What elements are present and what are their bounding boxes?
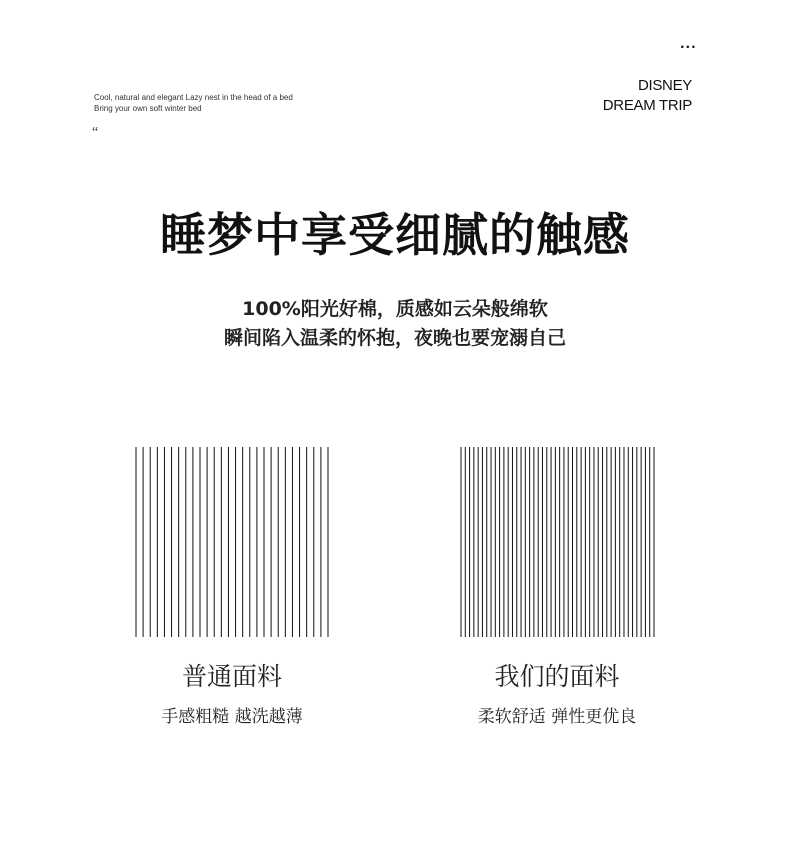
brand-line-2: DREAM TRIP: [602, 97, 692, 114]
tagline: [94, 92, 293, 114]
subtitle-line-1: 100%阳光好棉，质感如云朵般绵软: [242, 298, 548, 320]
subtitle-line-2: 瞬间陷入温柔的怀抱，夜晚也要宠溺自己: [223, 327, 566, 349]
our-fabric-title: 我们的面料: [494, 662, 620, 691]
tagline-line-2: Bring your own soft winter bed: [94, 104, 202, 113]
our-fabric-description: 柔软舒适 弹性更优良: [477, 707, 637, 727]
our-fabric-texture: [460, 447, 655, 637]
ordinary-fabric-title: 普通面料: [181, 662, 282, 691]
ordinary-fabric-lines: [135, 447, 329, 637]
brand-line-1: DISNEY: [637, 77, 692, 94]
our-fabric-lines: [460, 447, 655, 637]
brand-logo: [603, 76, 692, 116]
page-title: 睡梦中享受细腻的触感: [160, 208, 630, 262]
more-options-icon[interactable]: ...: [680, 37, 697, 51]
tagline-line-1: Cool, natural and elegant Lazy nest in the head of a bed: [94, 93, 293, 102]
quote-mark-icon: “: [92, 125, 99, 140]
ordinary-fabric-description: 手感粗糙 越洗越薄: [161, 707, 303, 727]
ordinary-fabric-texture: [135, 447, 329, 637]
